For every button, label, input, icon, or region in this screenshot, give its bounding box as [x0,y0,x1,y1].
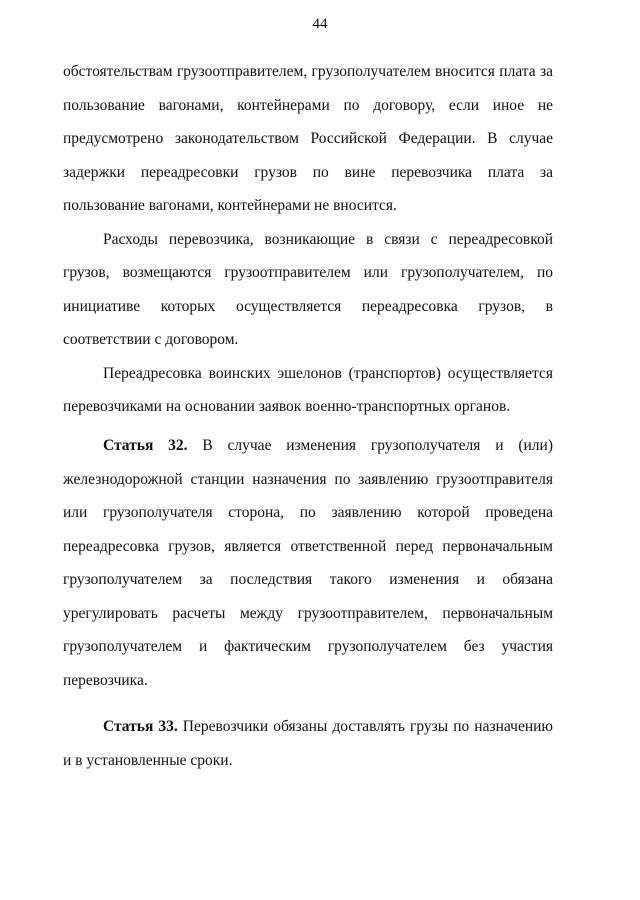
paragraph-military-echelons: Переадресовка воинских эшелонов (транспортов) осуществляется перевозчиками на основании заявок военно-транспортных органов. [63,364,553,415]
article-32-text: В случае изменения грузополучателя и (или) железнодорожной станции назначения по заявлению грузоотправителя или грузополучателя сторона, по заявлению которой проведена переадресовка грузов, является ответственной перед первоначальным грузополучателем за последствия такого изменения и обязана урегулировать расчеты между грузоотправителем, первоначальным грузополучателем и фактическим грузополучателем без участия перевозчика. [63,437,553,689]
article-33 [63,710,553,777]
article-33-text: Перевозчики обязаны доставлять грузы по назначению и в установленные сроки. [63,718,554,769]
article-32-paragraph [63,429,553,697]
continuation-section [63,55,553,424]
page-number: 44 [312,16,328,32]
article-33-paragraph [63,710,553,777]
article-32-heading: Статья 32. [103,437,188,454]
paragraph-continuation: обстоятельствам грузоотправителем, грузополучателем вносится плата за пользование вагонами, контейнерами по договору, если иное не предусмотрено законодательством Российской Федерации. В случае задержки переадресовки грузов по вине перевозчика плата за пользование вагонами, контейнерами не вносится. [63,63,553,214]
paragraph-expenses: Расходы перевозчика, возникающие в связи с переадресовкой грузов, возмещаются грузоотправителем или грузополучателем, по инициативе которых осуществляется переадресовка грузов, в соответствии с договором. [63,230,553,348]
article-33-heading: Статья 33. [103,718,178,735]
article-32 [63,429,553,697]
